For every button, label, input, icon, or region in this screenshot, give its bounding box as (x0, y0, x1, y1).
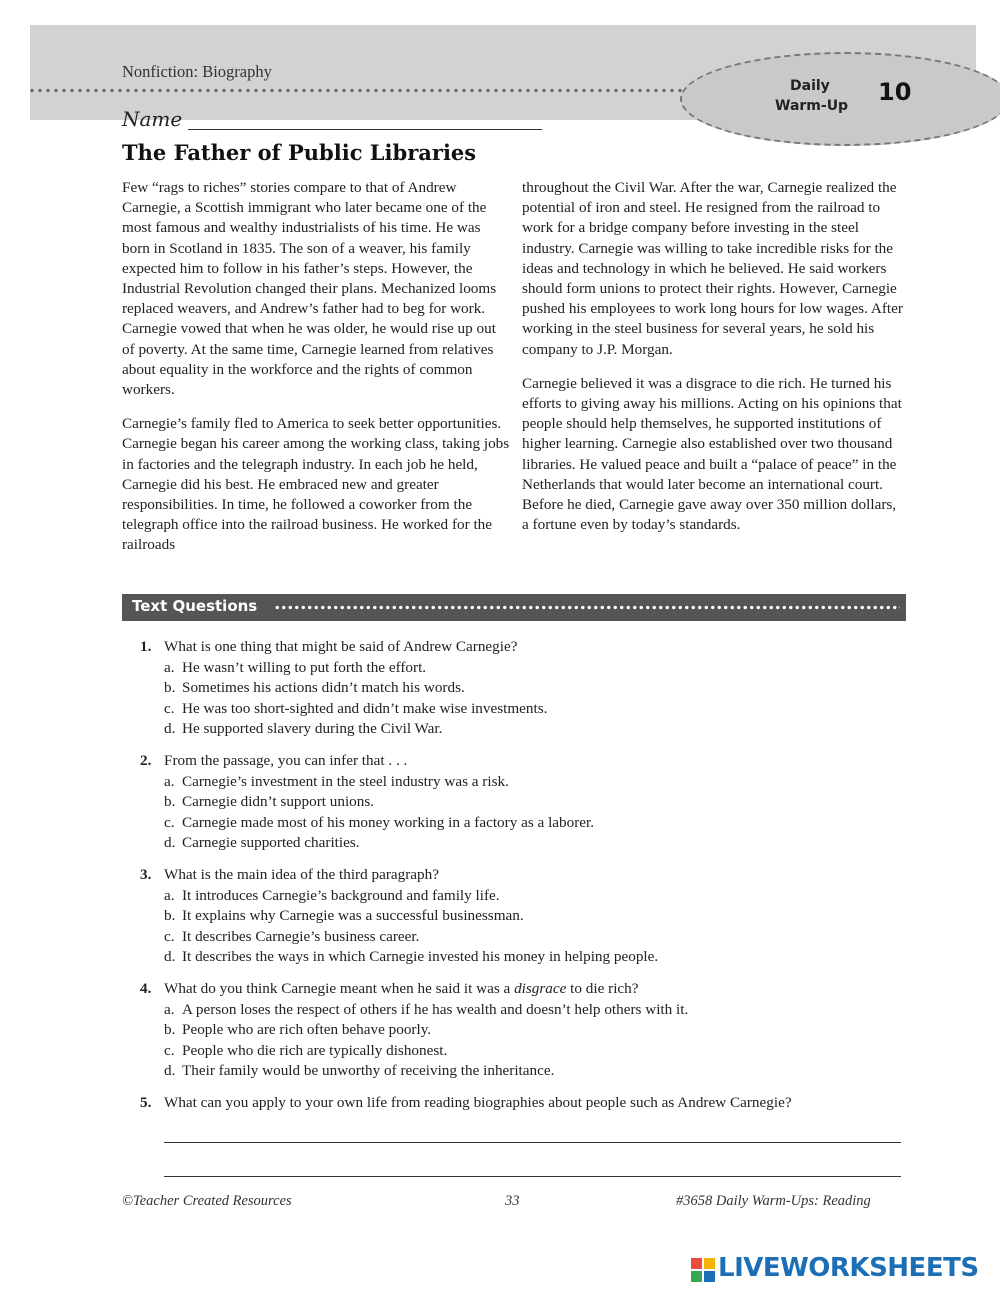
option-c[interactable]: c. It describes Carnegie’s business career. (164, 927, 420, 945)
answer-line-2[interactable] (164, 1176, 901, 1177)
question-5 (140, 1092, 910, 1114)
option-c[interactable]: c. He was too short-sighted and didn’t make wise investments. (164, 699, 548, 717)
badge-daily-text: Daily (790, 78, 830, 94)
category-label: Nonfiction: Biography (122, 62, 272, 81)
liveworksheets-logo-text[interactable]: LIVEWORKSHEETS (718, 1253, 979, 1283)
passage-paragraph-1: Few “rags to riches” stories compare to that of Andrew Carnegie, a Scottish immigrant who later became one of the most famous and wealthy industrialists of his time. He was born in Scotland in 1835. The son of a weaver, his family expected him to follow in his father’s steps. However, the Industrial Revolution changed their plans. Mechanized looms replaced weavers, and Andrew’s father had to beg for work. Carnegie vowed that when he was older, he would rise up out of poverty. At the same time, Carnegie learned from relatives about equality in the workforce and the rights of common workers. (122, 179, 497, 399)
question-3 (140, 864, 910, 967)
option-c[interactable]: c. Carnegie made most of his money working in a factory as a laborer. (164, 813, 595, 831)
question-number: 4. (140, 980, 152, 997)
footer-page-number: 33 (505, 1193, 520, 1209)
question-stem-emphasis: disgrace (514, 980, 567, 997)
badge-number: 10 (878, 78, 912, 106)
option-d[interactable]: d. He supported slavery during the Civil War. (164, 719, 443, 737)
footer-book-title: #3658 Daily Warm-Ups: Reading (676, 1193, 871, 1209)
page-title: The Father of Public Libraries (122, 140, 477, 165)
option-b[interactable]: b. People who are rich often behave poorly. (164, 1021, 432, 1039)
name-label: Name (122, 107, 183, 131)
passage-paragraph-2: Carnegie’s family fled to America to seek better opportunities. Carnegie began his career among the working class, taking jobs in factories and the telegraph industry. In each job he held, Carnegie did his best. He embraced new and greater responsibilities. In time, he followed a coworker from the telegraph office into the railroad business. He worked for the railroads (122, 415, 510, 554)
question-stem-after: to die rich? (566, 980, 639, 997)
passage-right-column (522, 178, 906, 549)
header-dotted-rule (28, 88, 693, 93)
footer-publisher: ©Teacher Created Resources (122, 1193, 292, 1209)
option-a[interactable]: a. Carnegie’s investment in the steel industry was a risk. (164, 773, 509, 790)
option-b[interactable]: b. Carnegie didn’t support unions. (164, 793, 375, 811)
question-number: 1. (140, 638, 152, 655)
answer-line-1[interactable] (164, 1142, 901, 1143)
option-b[interactable]: b. It explains why Carnegie was a successful businessman. (164, 907, 524, 925)
text-questions-header (122, 594, 906, 621)
question-stem: From the passage, you can infer that . . . (164, 752, 408, 769)
option-a[interactable]: a. It introduces Carnegie’s background and family life. (164, 887, 500, 904)
option-d[interactable]: d. Carnegie supported charities. (164, 833, 360, 851)
question-2 (140, 750, 910, 853)
question-number: 2. (140, 752, 152, 769)
passage-left-column (122, 178, 510, 570)
option-d[interactable]: d. It describes the ways in which Carnegie invested his money in helping people. (164, 947, 659, 965)
question-stem-before: What do you think Carnegie meant when he said it was a (164, 980, 515, 997)
name-input-line[interactable] (188, 129, 542, 130)
question-stem: What is one thing that might be said of Andrew Carnegie? (164, 638, 518, 655)
passage-paragraph-3: throughout the Civil War. After the war, Carnegie realized the potential of iron and steel. He resigned from the railroad to work for a bridge company before investing in the steel industry. Carnegie was willing to take incredible risks for the ideas and technology in which he believed. He said workers should form unions to protect their rights. However, Carnegie pushed his employees to work long hours for low wages. After working in the steel business for several years, he sold his company to J.P. Morgan. (522, 179, 903, 358)
question-stem: What is the main idea of the third paragraph? (164, 866, 439, 883)
liveworksheets-logo-icon (691, 1258, 715, 1282)
option-c[interactable]: c. People who die rich are typically dishonest. (164, 1041, 448, 1059)
option-b[interactable]: b. Sometimes his actions didn’t match his words. (164, 679, 465, 697)
badge-warmup-text: Warm-Up (775, 98, 849, 114)
option-a[interactable]: a. He wasn’t willing to put forth the effort. (164, 659, 427, 676)
question-4 (140, 978, 910, 1081)
question-stem: What can you apply to your own life from reading biographies about people such as Andrew Carnegie? (164, 1094, 792, 1111)
question-1 (140, 636, 910, 739)
question-number: 3. (140, 866, 152, 883)
question-number: 5. (140, 1094, 152, 1111)
option-d[interactable]: d. Their family would be unworthy of receiving the inheritance. (164, 1061, 555, 1079)
passage-paragraph-4: Carnegie believed it was a disgrace to die rich. He turned his efforts to giving away his millions. Acting on his opinions that people should help themselves, he supported institutions of higher learning. Carnegie also established over two thousand libraries. He valued peace and built a “palace of peace” in the Netherlands that would later become an international court. Before he died, Carnegie gave away over 350 million dollars, a fortune even by today’s standards. (522, 374, 902, 534)
option-a[interactable]: a. A person loses the respect of others if he has wealth and doesn’t help others with it. (164, 1001, 689, 1018)
section-dotted-rule (274, 605, 900, 610)
section-title: Text Questions (132, 597, 258, 615)
